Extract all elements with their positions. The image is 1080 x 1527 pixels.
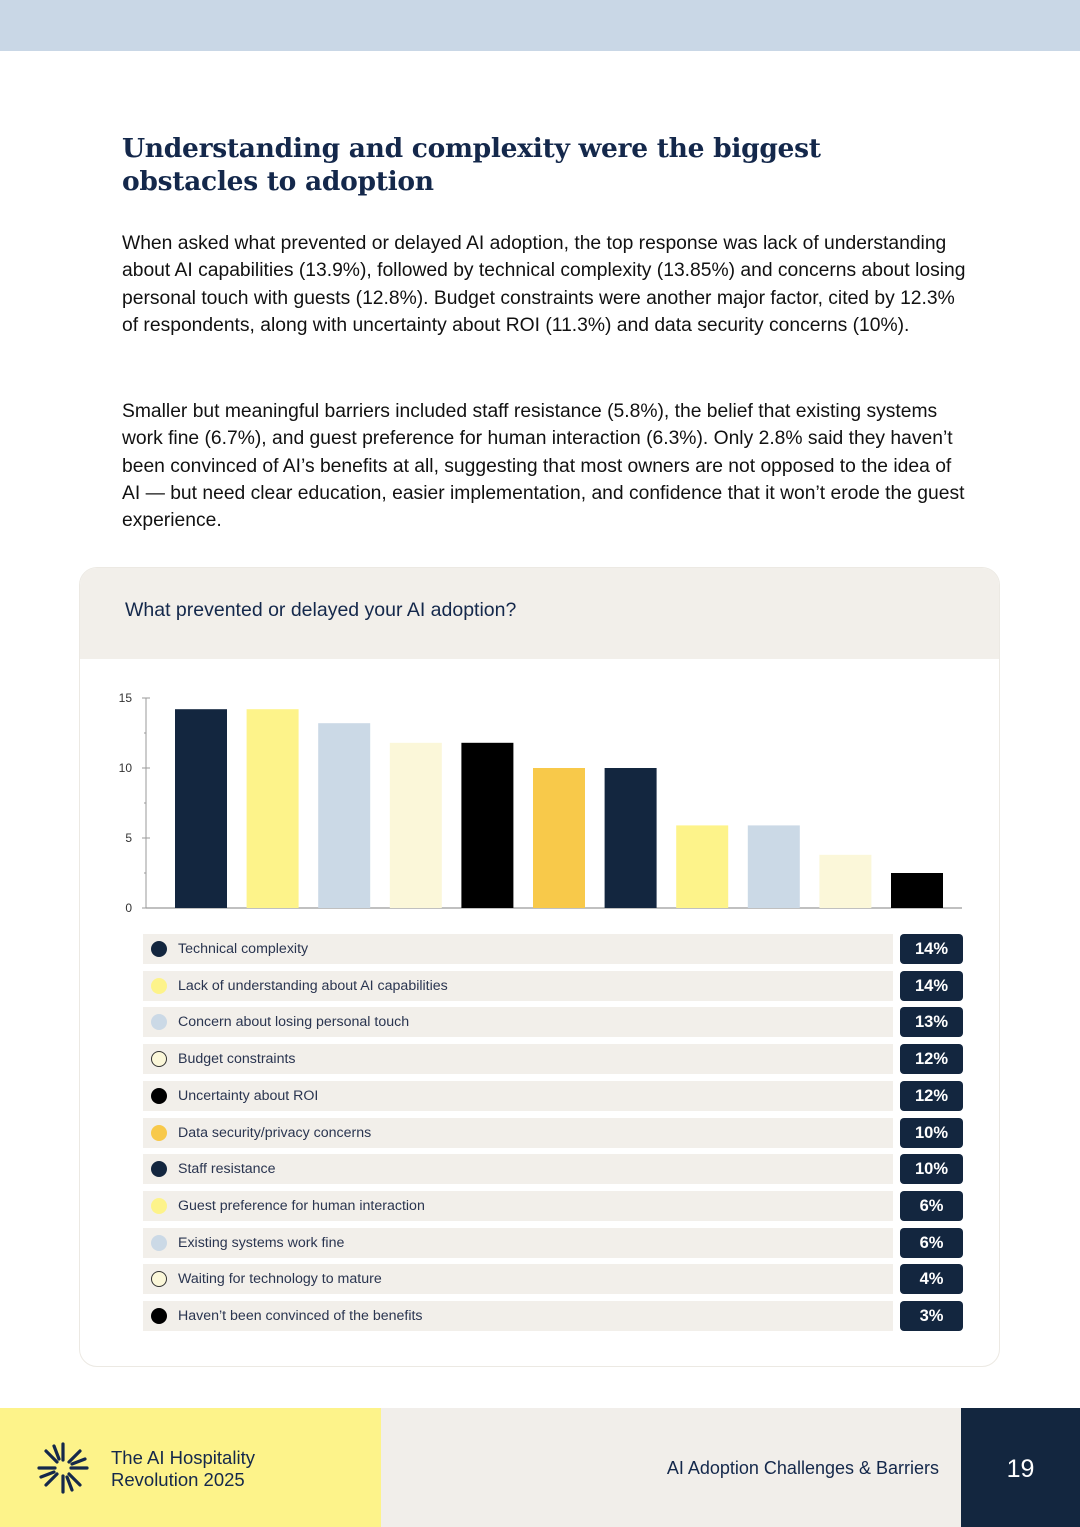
legend-swatch-icon [151, 1051, 167, 1067]
chart-card [79, 567, 1000, 1367]
legend-label: Guest preference for human interaction [178, 1197, 425, 1214]
legend-label: Haven’t been convinced of the benefits [178, 1308, 423, 1324]
sunburst-logo-icon [35, 1440, 91, 1496]
legend-label: Data security/privacy concerns [178, 1124, 372, 1141]
footer-brand-panel [0, 1408, 381, 1527]
legend-label: Waiting for technology to mature [178, 1271, 382, 1288]
footer-brand-line-1: The AI Hospitality [111, 1447, 255, 1468]
bar-3 [318, 723, 370, 908]
y-tick-label: 15 [118, 691, 132, 705]
bar-2 [247, 709, 299, 908]
legend-percent-badge: 13% [900, 1007, 963, 1037]
bar-10 [819, 855, 871, 908]
legend-percent-badge: 4% [900, 1264, 963, 1294]
legend-label: Existing systems work fine [178, 1234, 345, 1251]
legend-percent-badge: 14% [900, 971, 963, 1001]
page-number: 19 [1006, 1455, 1035, 1483]
y-tick-label: 0 [125, 901, 132, 915]
legend-percent-badge: 12% [900, 1081, 963, 1111]
top-band [0, 0, 1080, 51]
legend-swatch-icon [151, 941, 167, 957]
legend-label: Staff resistance [178, 1161, 276, 1178]
body-paragraph-2: Smaller but meaningful barriers included staff resistance (5.8%), the belief that existing systems work fine (6.7%), and guest preference for human interaction (6.3%). Only 2.8% said they haven’t been convinced of AI’s benefits at all, suggesting that most owners are not opposed to the idea of AI — but need clear education, easier implementation, and confidence that it won’t erode the guest experience. [122, 401, 965, 532]
legend-row [143, 1301, 963, 1331]
legend-swatch-icon [151, 978, 167, 994]
legend-label: Technical complexity [178, 941, 309, 957]
bar-chart [80, 568, 1000, 928]
y-tick-label: 10 [118, 761, 132, 775]
legend-swatch-icon [151, 1125, 167, 1141]
chart-title: What prevented or delayed your AI adoption? [125, 599, 517, 621]
legend-percent-badge: 6% [900, 1228, 963, 1258]
legend-percent-badge: 10% [900, 1118, 963, 1148]
legend-percent-badge: 14% [900, 934, 963, 964]
legend-row [143, 1118, 963, 1148]
legend-row [143, 1228, 963, 1258]
legend-row [143, 1154, 963, 1184]
legend-percent-badge: 12% [900, 1044, 963, 1074]
bar-9 [748, 825, 800, 908]
legend-row [143, 1007, 963, 1037]
footer-section-title: AI Adoption Challenges & Barriers [666, 1458, 939, 1478]
legend-row [143, 1191, 963, 1221]
legend-swatch-icon [151, 1308, 167, 1324]
legend-swatch-icon [151, 1198, 167, 1214]
footer-brand-line-2: Revolution 2025 [111, 1469, 245, 1490]
legend-row [143, 971, 963, 1001]
legend-row [143, 1264, 963, 1294]
bar-11 [891, 873, 943, 908]
legend-swatch-icon [151, 1235, 167, 1251]
legend-row [143, 1081, 963, 1111]
legend-percent-badge: 10% [900, 1154, 963, 1184]
legend-row [143, 1044, 963, 1074]
legend-row [143, 934, 963, 964]
bar-6 [533, 768, 585, 908]
legend-label: Lack of understanding about AI capabilities [178, 977, 448, 994]
body-paragraph-1: When asked what prevented or delayed AI adoption, the top response was lack of understanding about AI capabilities (13.9%), followed by technical complexity (13.85%) and concerns about losing personal touch with guests (12.8%). Budget constraints were another major factor, cited by 12.3% of respondents, along with uncertainty about ROI (11.3%) and data security concerns (10%). [122, 233, 966, 336]
legend-label: Concern about losing personal touch [178, 1014, 410, 1031]
bar-7 [605, 768, 657, 908]
bar-8 [676, 825, 728, 908]
bar-1 [175, 709, 227, 908]
page-number-panel [961, 1408, 1080, 1527]
page-title: Understanding and complexity were the biggest obstacles to adoption [122, 133, 821, 197]
legend-percent-badge: 3% [900, 1301, 963, 1331]
bar-5 [461, 743, 513, 908]
legend-swatch-icon [151, 1088, 167, 1104]
legend-percent-badge: 6% [900, 1191, 963, 1221]
bar-4 [390, 743, 442, 908]
footer-brand-text [111, 1447, 351, 1491]
y-tick-label: 5 [125, 831, 132, 845]
footer [0, 1408, 1080, 1527]
legend-label: Uncertainty about ROI [178, 1087, 319, 1104]
legend-label: Budget constraints [178, 1051, 296, 1068]
